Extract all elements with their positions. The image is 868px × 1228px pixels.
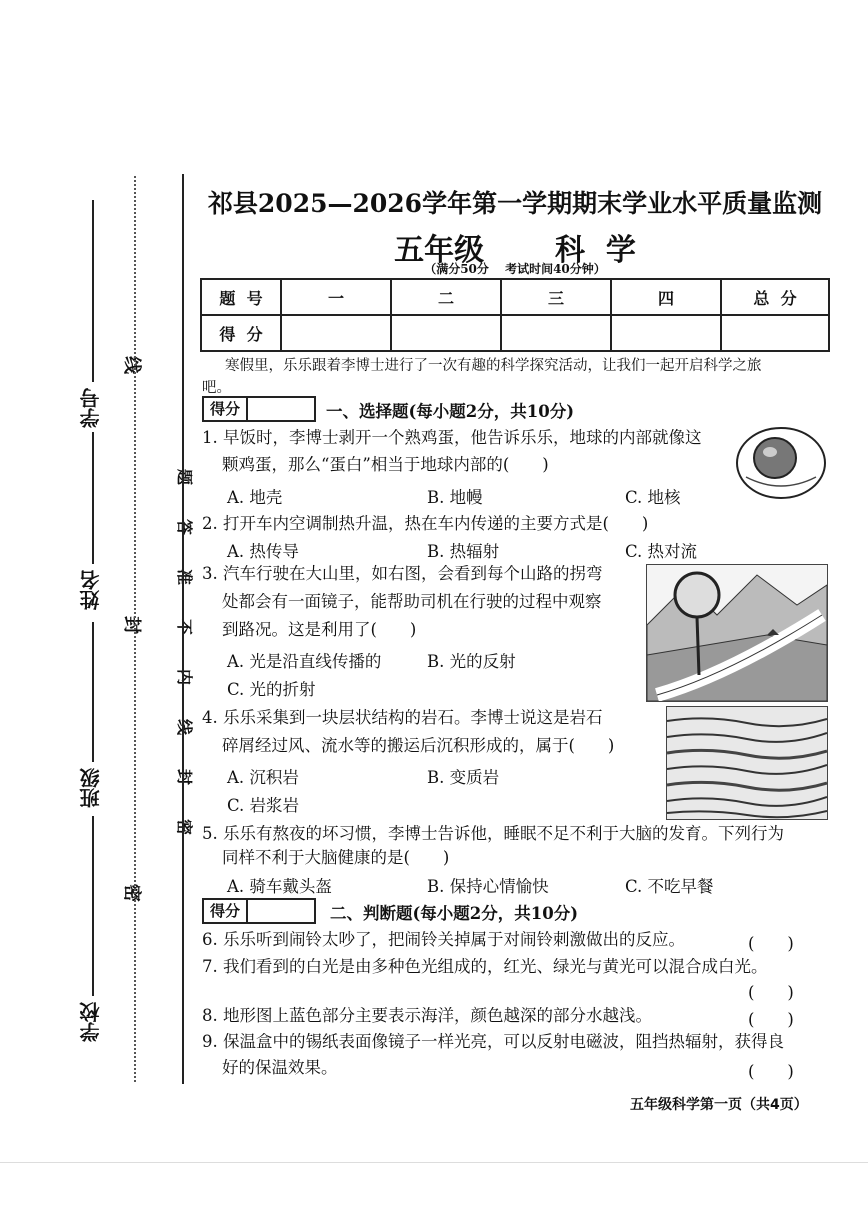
bottom-scan-edge <box>0 1162 868 1163</box>
egg-illustration <box>734 425 828 501</box>
score-input-4[interactable] <box>611 315 721 351</box>
mountain-mirror-illustration <box>646 564 828 702</box>
class-underline <box>92 622 94 762</box>
section1-score-box <box>202 396 316 422</box>
q4-option-a[interactable]: A. 沉积岩 <box>227 768 299 787</box>
seal-char: 答 <box>175 519 194 536</box>
q5-option-b[interactable]: B. 保持心情愉快 <box>427 877 549 896</box>
section1-score-label: 得分 <box>204 398 248 420</box>
judge-q7: 7. 我们看到的白光是由多种色光组成的，红光、绿光与黄光可以混合成白光。 <box>202 957 768 976</box>
student-no-label: 学号 <box>79 388 103 428</box>
seal-char: 密 <box>175 819 194 836</box>
q1-option-a[interactable]: A. 地壳 <box>227 488 283 507</box>
judge-q9-answer[interactable]: ( ) <box>748 1062 794 1081</box>
seal-mark-feng: 封 <box>121 616 142 634</box>
score-cell: 三 <box>501 279 611 315</box>
score-row-label: 得 分 <box>201 315 281 351</box>
school-underline <box>92 816 94 996</box>
q5-line-1: 5. 乐乐有熬夜的坏习惯，李博士告诉他，睡眠不足不利于大脑的发育。下列行为 <box>202 824 784 843</box>
score-header-row <box>201 279 829 315</box>
judge-q8: 8. 地形图上蓝色部分主要表示海洋，颜色越深的部分水越浅。 <box>202 1006 652 1025</box>
q3-line-2: 处都会有一面镜子，能帮助司机在行驶的过程中观察 <box>222 592 602 611</box>
seal-char: 封 <box>175 769 194 786</box>
seal-char: 题 <box>175 469 194 486</box>
judge-q8-answer[interactable]: ( ) <box>748 1010 794 1029</box>
score-cell: 二 <box>391 279 501 315</box>
dotted-seal-line <box>134 176 136 1082</box>
intro-line-1: 寒假里，乐乐跟着李博士进行了一次有趣的科学探究活动，让我们一起开启科学之旅 <box>225 358 762 374</box>
intro-line-2: 吧。 <box>202 380 231 396</box>
margin-line <box>182 174 184 1084</box>
judge-q9-line-1: 9. 保温盒中的锡纸表面像镜子一样光亮，可以反射电磁波，阻挡热辐射，获得良 <box>202 1032 784 1051</box>
score-table <box>200 278 830 352</box>
seal-char: 内 <box>175 669 194 686</box>
section2-title: 二、判断题(每小题2分，共10分) <box>330 904 579 923</box>
exam-title: 祁县2025—2026学年第一学期期末学业水平质量监测 <box>207 189 823 218</box>
judge-q7-answer[interactable]: ( ) <box>748 983 794 1002</box>
judge-q6: 6. 乐乐听到闹铃太吵了，把闹铃关掉属于对闹铃刺激做出的反应。 <box>202 930 685 949</box>
q5-line-2: 同样不利于大脑健康的是( ) <box>222 848 450 867</box>
class-label: 班级 <box>79 768 103 808</box>
section2-score-box <box>202 898 316 924</box>
seal-char: 不 <box>175 619 194 636</box>
score-input-1[interactable] <box>281 315 391 351</box>
score-cell: 总 分 <box>721 279 829 315</box>
subject-label: 科 学 <box>555 233 636 268</box>
q5-option-c[interactable]: C. 不吃早餐 <box>625 877 714 896</box>
score-input-total[interactable] <box>721 315 829 351</box>
section1-title: 一、选择题(每小题2分，共10分) <box>326 402 575 421</box>
section2-score-label: 得分 <box>204 900 248 922</box>
q4-line-2: 碎屑经过风、流水等的搬运后沉积形成的，属于( ) <box>222 736 615 755</box>
q3-line-1: 3. 汽车行驶在大山里，如右图，会看到每个山路的拐弯 <box>202 564 603 583</box>
q3-option-c[interactable]: C. 光的折射 <box>227 680 316 699</box>
q4-option-c[interactable]: C. 岩浆岩 <box>227 796 300 815</box>
score-value-row <box>201 315 829 351</box>
grade-label: 五年级 <box>394 233 485 268</box>
exam-meta: （满分50分 考试时间40分钟） <box>424 262 606 276</box>
q1-line-2: 颗鸡蛋，那么“蛋白”相当于地球内部的( ) <box>222 455 549 474</box>
q4-option-b[interactable]: B. 变质岩 <box>427 768 500 787</box>
q2-option-b[interactable]: B. 热辐射 <box>427 542 500 561</box>
seal-warning <box>160 456 194 856</box>
q1-option-b[interactable]: B. 地幔 <box>427 488 483 507</box>
seal-mark-mi: 密 <box>121 884 142 902</box>
score-cell: 一 <box>281 279 391 315</box>
seal-char: 准 <box>175 569 194 586</box>
q4-line-1: 4. 乐乐采集到一块层状结构的岩石。李博士说这是岩石 <box>202 708 603 727</box>
name-label: 姓名 <box>79 570 103 610</box>
q1-option-c[interactable]: C. 地核 <box>625 488 681 507</box>
name-underline <box>92 432 94 564</box>
q2-option-c[interactable]: C. 热对流 <box>625 542 698 561</box>
q1-line-1: 1. 早饭时，李博士剥开一个熟鸡蛋，他告诉乐乐，地球的内部就像这 <box>202 428 702 447</box>
q3-option-a[interactable]: A. 光是沿直线传播的 <box>227 652 382 671</box>
judge-q6-answer[interactable]: ( ) <box>748 934 794 953</box>
judge-q9-line-2: 好的保温效果。 <box>222 1058 338 1077</box>
score-cell: 四 <box>611 279 721 315</box>
layered-rock-illustration <box>666 706 828 820</box>
q5-option-a[interactable]: A. 骑车戴头盔 <box>227 877 332 896</box>
score-cell: 题 号 <box>201 279 281 315</box>
school-label: 学校 <box>79 1002 103 1042</box>
page-footer: 五年级科学第一页（共4页） <box>630 1097 808 1113</box>
seal-char: 线 <box>175 719 194 736</box>
q3-option-b[interactable]: B. 光的反射 <box>427 652 516 671</box>
section1-score-input[interactable] <box>248 398 314 420</box>
q2-option-a[interactable]: A. 热传导 <box>227 542 299 561</box>
section2-score-input[interactable] <box>248 900 314 922</box>
score-input-2[interactable] <box>391 315 501 351</box>
seal-mark-xian: 线 <box>121 356 142 374</box>
score-input-3[interactable] <box>501 315 611 351</box>
q3-line-3: 到路况。这是利用了( ) <box>222 620 417 639</box>
q2-line-1: 2. 打开车内空调制热升温，热在车内传递的主要方式是( ) <box>202 514 649 533</box>
student-no-underline <box>92 200 94 382</box>
